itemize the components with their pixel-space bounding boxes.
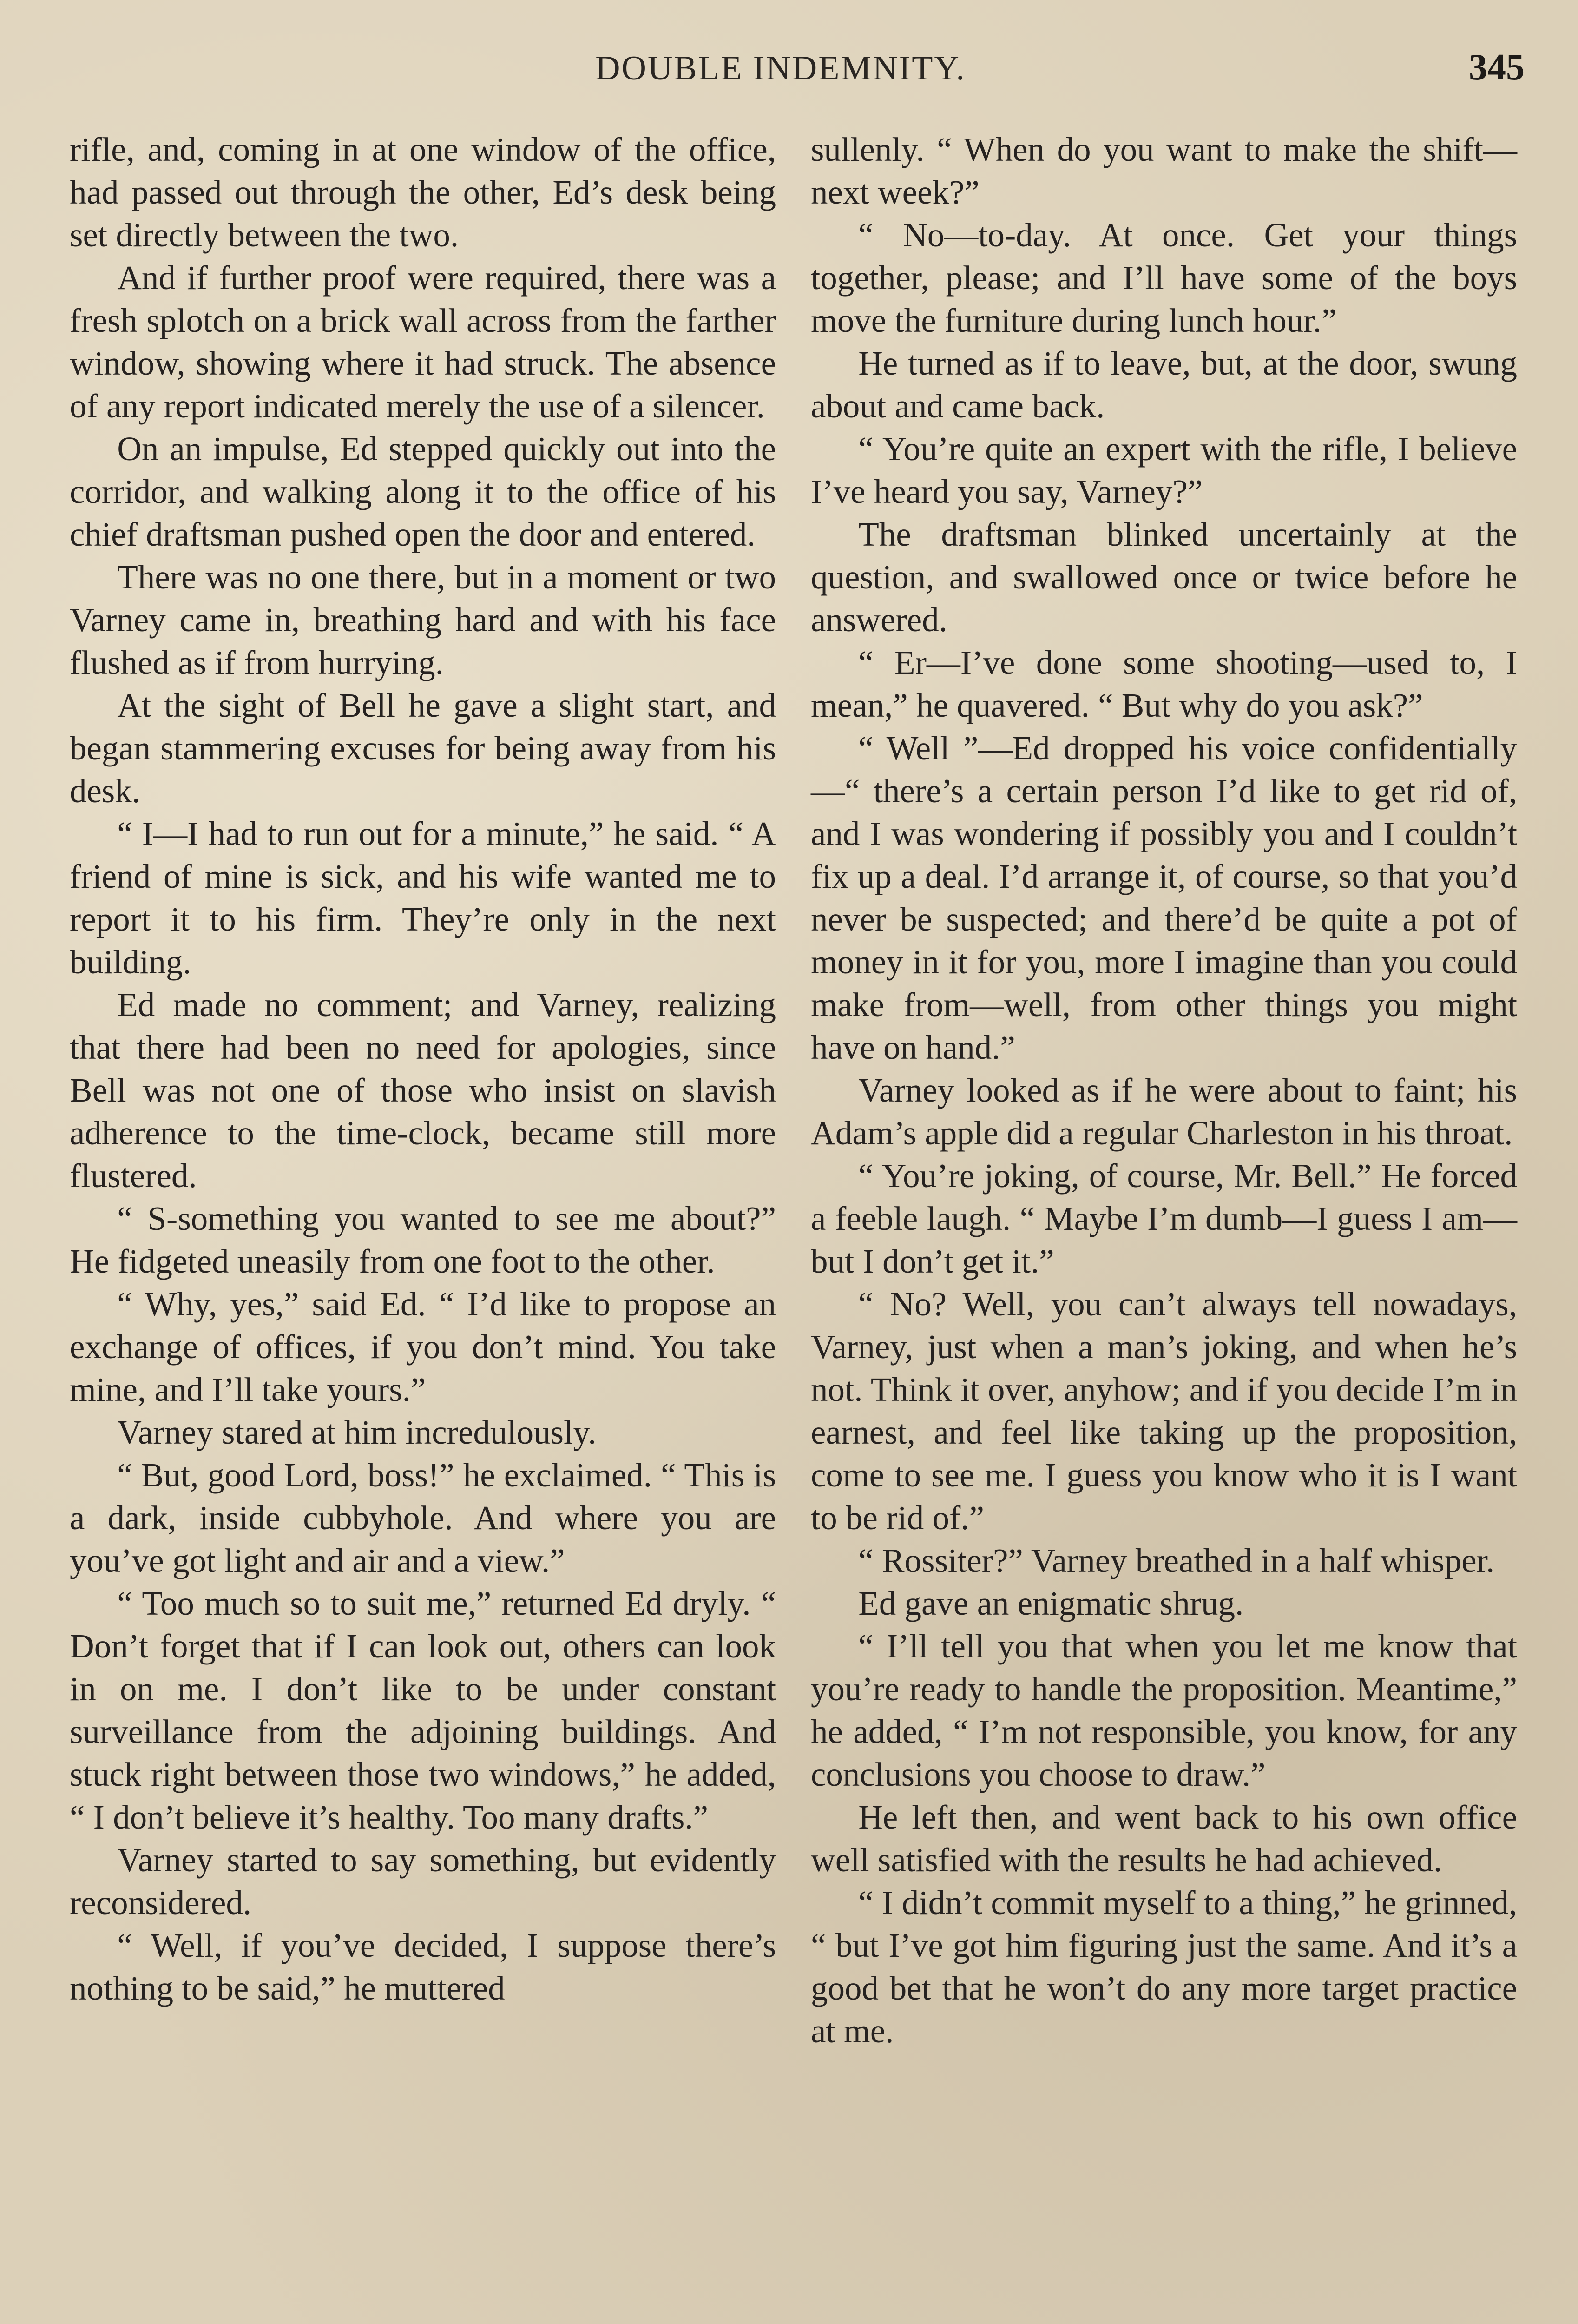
right-column — [811, 128, 1517, 2053]
paragraph: He turned as if to leave, but, at the door, swung about and came back. — [811, 344, 1517, 425]
paragraph: There was no one there, but in a moment or two Varney came in, breathing hard and with his face flushed as if from hurrying. — [70, 558, 776, 681]
paragraph: The draftsman blinked uncertainly at the question, and swallowed once or twice before he answered. — [811, 515, 1517, 639]
paragraph: “ I’ll tell you that when you let me know that you’re ready to handle the proposition. Meantime,” he added, “ I’m not responsible, you know, for any conclusions you choose to draw.” — [811, 1627, 1517, 1793]
paragraph: Ed gave an enigmatic shrug. — [858, 1585, 1244, 1622]
paragraph: “ S-something you wanted to see me about?” He fidgeted uneasily from one foot to the other. — [70, 1200, 776, 1280]
paragraph: Varney looked as if he were about to faint; his Adam’s apple did a regular Charleston in his throat. — [811, 1071, 1517, 1152]
paragraph: rifle, and, coming in at one window of the office, had passed out through the other, Ed’s desk being set directly between the two. — [70, 131, 776, 254]
paragraph: “ Why, yes,” said Ed. “ I’d like to propose an exchange of offices, if you don’t mind. You take mine, and I’ll take yours.” — [70, 1285, 776, 1408]
paragraph: “ But, good Lord, boss!” he exclaimed. “ This is a dark, inside cubbyhole. And where you are you’ve got light and air and a view.” — [70, 1456, 776, 1579]
left-column — [70, 128, 776, 2010]
paragraph: “ I didn’t commit myself to a thing,” he grinned, “ but I’ve got him figuring just the same. And it’s a good bet that he won’t do any more target practice at me. — [811, 1884, 1517, 2050]
paragraph: Ed made no comment; and Varney, realizing that there had been no need for apologies, since Bell was not one of those who insist on slavish adherence to the time-clock, became still more flustered. — [70, 986, 776, 1195]
paragraph: sullenly. “ When do you want to make the shift—next week?” — [811, 131, 1517, 211]
running-title: DOUBLE INDEMNITY. — [595, 49, 966, 87]
paragraph: “ You’re quite an expert with the rifle, I believe I’ve heard you say, Varney?” — [811, 430, 1517, 510]
paragraph: “ No? Well, you can’t always tell nowadays, Varney, just when a man’s joking, and when he’s not. Think it over, anyhow; and if you decide I’m in earnest, and feel like taking up the proposition, come to see me. I guess you know who it is I want to be rid of.” — [811, 1285, 1517, 1537]
paragraph: “ No—to-day. At once. Get your things together, please; and I’ll have some of the boys move the furniture during lunch hour.” — [811, 216, 1517, 339]
paragraph: “ I—I had to run out for a minute,” he said. “ A friend of mine is sick, and his wife wanted me to report it to his firm. They’re only in the next building. — [70, 815, 776, 981]
paragraph: “ You’re joking, of course, Mr. Bell.” He forced a feeble laugh. “ Maybe I’m dumb—I guess I am—but I don’t get it.” — [811, 1157, 1517, 1280]
paragraph: “ Well ”—Ed dropped his voice confidentially—“ there’s a certain person I’d like to get rid of, and I was wondering if possibly you and I couldn’t fix up a deal. I’d arrange it, of course, so that you’d never be suspected; and there’d be quite a pot of money in it for you, more I imagine than you could make from—well, from other things you might have on hand.” — [811, 729, 1517, 1066]
paragraph: Varney started to say something, but evidently reconsidered. — [70, 1841, 776, 1921]
paragraph: He left then, and went back to his own office well satisfied with the results he had achieved. — [811, 1798, 1517, 1879]
paragraph: “ Rossiter?” Varney breathed in a half whisper. — [858, 1542, 1495, 1579]
paragraph: At the sight of Bell he gave a slight start, and began stammering excuses for being away from his desk. — [70, 687, 776, 810]
paragraph: “ Well, if you’ve decided, I suppose there’s nothing to be said,” he muttered — [70, 1927, 776, 2007]
paragraph: “ Er—I’ve done some shooting—used to, I mean,” he quavered. “ But why do you ask?” — [811, 644, 1517, 724]
paragraph: And if further proof were required, there was a fresh splotch on a brick wall across from the farther window, showing where it had struck. The absence of any report indicated merely the use of a silencer. — [70, 259, 776, 425]
paragraph: Varney stared at him incredulously. — [117, 1413, 597, 1451]
page-number: 345 — [1469, 47, 1525, 88]
paragraph: “ Too much so to suit me,” returned Ed dryly. “ Don’t forget that if I can look out, others can look in on me. I don’t like to be under constant surveillance from the adjoining buildings. And stuck right between those two windows,” he added, “ I don’t believe it’s healthy. Too many drafts.” — [70, 1585, 776, 1836]
paragraph: On an impulse, Ed stepped quickly out into the corridor, and walking along it to the office of his chief draftsman pushed open the door and entered. — [70, 430, 776, 553]
